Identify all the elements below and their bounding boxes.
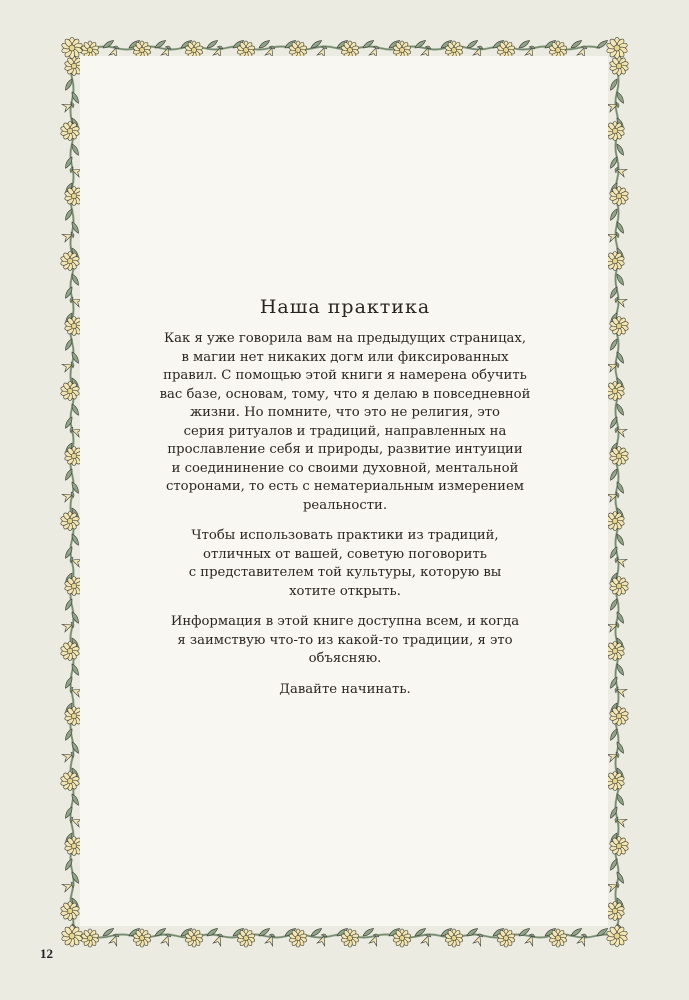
text-line: вас базе, основам, тому, что я делаю в повседневной xyxy=(159,386,531,402)
text-line: я заимствую что-то из какой-то традиции, я это xyxy=(177,632,513,648)
text-line: Чтобы использовать практики из традиций, xyxy=(191,528,499,543)
paragraph xyxy=(150,527,540,601)
page-content xyxy=(150,296,540,711)
text-line: с представителем той культуры, которую вы xyxy=(188,565,502,580)
paragraph xyxy=(150,613,540,669)
paragraph xyxy=(150,681,540,700)
text-line: Информация в этой книге доступна всем, и когда xyxy=(170,614,520,629)
text-line: прославление себя и природы, развитие интуиции xyxy=(167,442,523,457)
body-text xyxy=(150,330,540,699)
text-line: объясняю. xyxy=(308,651,382,666)
text-line: сторонами, то есть с нематериальным измерением xyxy=(165,479,525,494)
paragraph xyxy=(150,330,540,515)
page-number: 12 xyxy=(40,946,53,961)
text-line: Давайте начинать. xyxy=(279,681,411,697)
text-line: в магии нет никаких догм или фиксированных xyxy=(181,349,509,365)
text-line: жизни. Но помните, что это не религия, это xyxy=(190,405,500,420)
page-title: Наша практика xyxy=(259,296,431,318)
text-line: и соедининение со своими духовной, ментальной xyxy=(171,460,519,476)
text-line: реальности. xyxy=(302,497,388,513)
text-line: серия ритуалов и традиций, направленных на xyxy=(183,423,507,439)
text-line: отличных от вашей, советую поговорить xyxy=(203,546,487,562)
text-line: хотите открыть. xyxy=(289,583,401,599)
text-line: Как я уже говорила вам на предыдущих страницах, xyxy=(163,331,527,346)
text-line: правил. С помощью этой книги я намерена обучить xyxy=(163,368,527,383)
